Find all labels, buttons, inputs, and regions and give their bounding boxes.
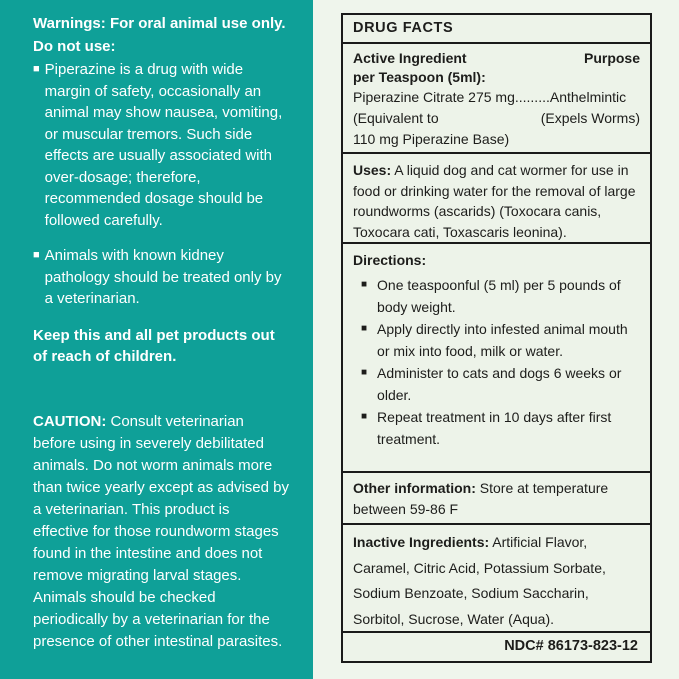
- drug-facts-box: [341, 13, 652, 663]
- direction-text: One teaspoonful (5 ml) per 5 pounds of body weight.: [377, 277, 621, 315]
- direction-text: Administer to cats and dogs 6 weeks or older.: [377, 365, 622, 403]
- equivalent-line2: 110 mg Piperazine Base): [353, 131, 510, 147]
- ndc-number: NDC# 86173-823-12: [343, 631, 650, 661]
- inactive-ingredients-text: Artificial Flavor, Caramel, Citric Acid, Potassium Sorbate, Sodium Benzoate, Sodium Saccharin, Sorbitol, Sucrose, Water (Aqua).: [353, 534, 606, 627]
- purpose-sub-text: (Expels Worms): [540, 110, 640, 126]
- uses-label: Uses:: [353, 162, 392, 178]
- bullet-square-icon: ■: [361, 367, 368, 378]
- direction-text: Apply directly into infested animal mouth or mix into food, milk or water.: [377, 321, 628, 359]
- other-information-section: [343, 471, 650, 523]
- direction-item: [353, 318, 640, 362]
- warning-bullet-text: Animals with known kidney pathology should be treated only by a veterinarian.: [44, 247, 282, 307]
- other-information-text: Store at temperature between 59-86 F: [353, 480, 609, 517]
- bullet-square-icon: ■: [33, 63, 40, 75]
- directions-section: [343, 242, 650, 471]
- directions-label: Directions:: [353, 252, 427, 268]
- caution-text: Consult veterinarian before using in severely debilitated animals. Do not worm animals more than twice yearly except as advised by a veterinarian. This product is effective for those roundworm stages found in the intestine and does not remove migrating larval stages. Animals should be checked periodically by a veterinarian for the presence of other intestinal parasites.: [33, 412, 289, 650]
- do-not-use-label: Do not use:: [33, 37, 116, 55]
- bullet-square-icon: ■: [361, 279, 368, 290]
- purpose-label: Purpose: [583, 50, 640, 66]
- caution-label: CAUTION:: [33, 412, 107, 430]
- caution-paragraph: [33, 411, 289, 653]
- bullet-square-icon: ■: [361, 323, 368, 334]
- uses-text: A liquid dog and cat wormer for use in food or drinking water for the removal of large roundworms (ascarids) (Toxocara canis, Toxocara cati, Toxascaris leonina).: [353, 162, 636, 240]
- other-information-label: Other information:: [353, 480, 476, 496]
- active-ingredient-label-line2: per Teaspoon (5ml):: [353, 69, 486, 85]
- warning-bullet-item: [33, 245, 289, 310]
- active-ingredient-section: [343, 42, 650, 152]
- direction-item: [353, 274, 640, 318]
- keep-out-of-reach-text: Keep this and all pet products out of reach of children.: [33, 326, 275, 365]
- direction-item: [353, 362, 640, 406]
- direction-item: [353, 406, 640, 450]
- active-ingredient-label-line1: Active Ingredient: [353, 50, 467, 66]
- warnings-panel: [0, 0, 313, 679]
- direction-text: Repeat treatment in 10 days after first treatment.: [377, 409, 612, 447]
- bullet-square-icon: ■: [33, 249, 40, 261]
- warning-bullet-item: [33, 59, 289, 231]
- uses-section: [343, 152, 650, 242]
- equivalent-line1: (Equivalent to: [353, 110, 439, 126]
- inactive-ingredients-label: Inactive Ingredients:: [353, 534, 490, 550]
- warnings-title: Warnings: For oral animal use only.: [33, 15, 286, 32]
- ingredient-dotted-line: Piperazine Citrate 275 mg.........Anthelmintic: [353, 89, 627, 105]
- drug-facts-header: DRUG FACTS: [353, 20, 454, 36]
- inactive-ingredients-section: [343, 523, 650, 631]
- bullet-square-icon: ■: [361, 411, 368, 422]
- warning-bullet-text: Piperazine is a drug with wide margin of safety, occasionally an animal may show nausea, vomiting, or muscular tremors. Such side effects are usually associated with over-dosage; therefore, recommended dosage should be followed carefully.: [44, 61, 283, 229]
